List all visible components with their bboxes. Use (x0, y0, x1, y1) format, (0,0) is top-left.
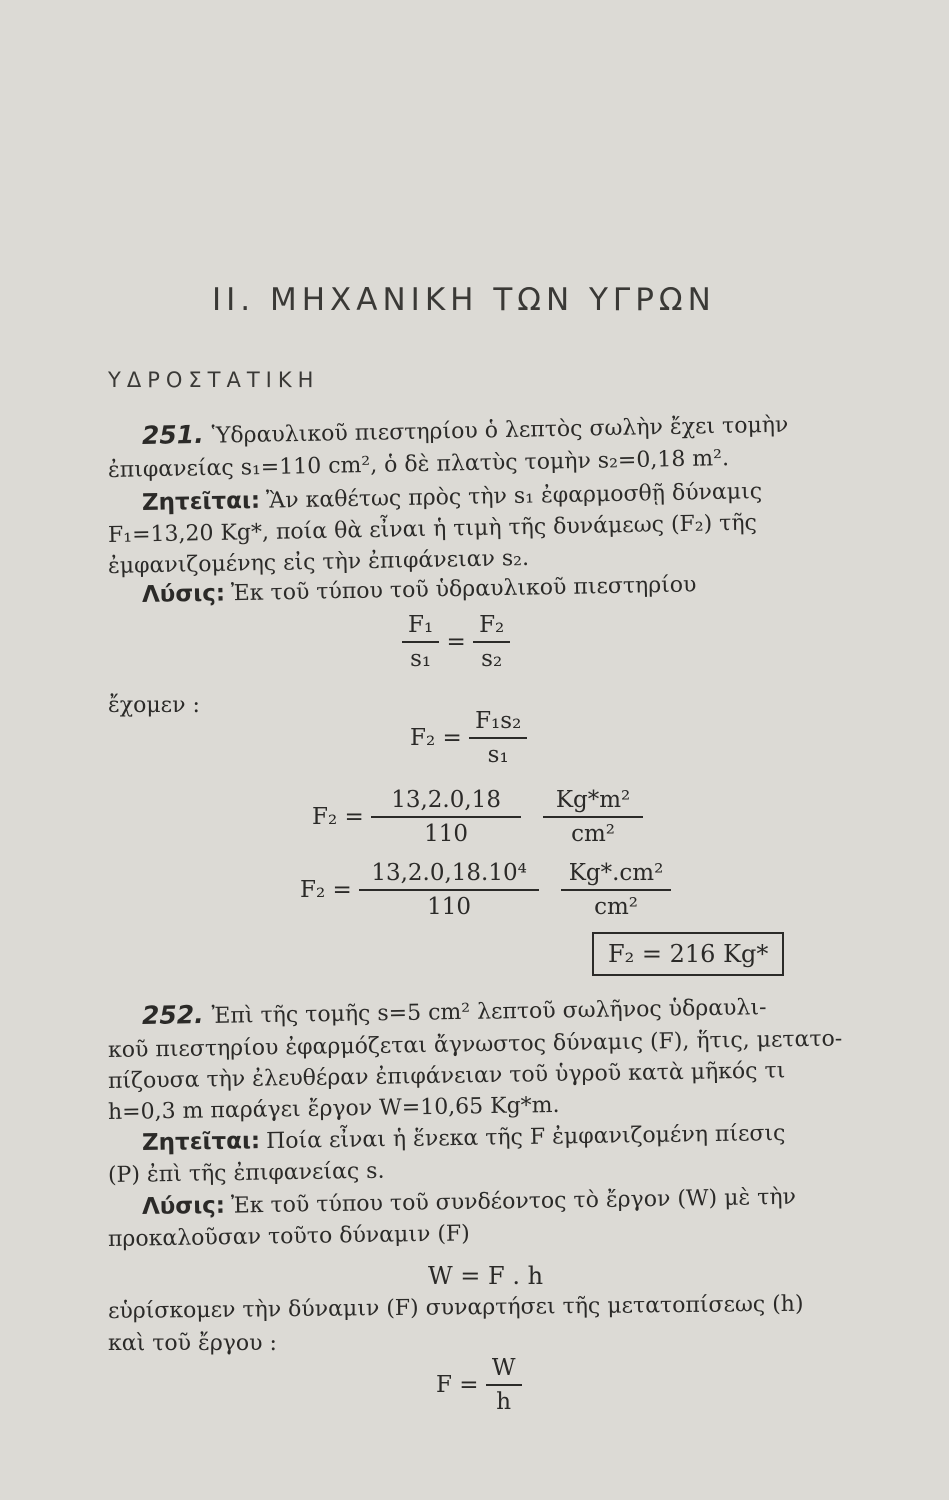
equation-ratio: $\frac{\text{F₁}}{\text{s₁}}$ = $\frac{\text{F₂}}{\text{s₂}}$ (402, 612, 510, 672)
result-box: F₂ = 216 Kg* (592, 932, 784, 976)
problem-251-line-2: ἐπιφανείας s₁=110 cm², ὁ δὲ πλατὺς τομὴν s₂=0,18 m². (107, 446, 730, 483)
section-title: ΥΔΡΟΣΤΑΤΙΚΗ (108, 368, 320, 392)
equation-f2-converted: F₂ = $\frac{\text{13,2.0,18.10⁴}}{110}$ $\frac{\text{Kg*.cm²}}{\text{cm²}}$ (300, 860, 671, 920)
equation-force: F = $\frac{W}{h}$ (436, 1355, 522, 1415)
problem-252-solution-line-1: Λύσις: Ἐκ τοῦ τύπου τοῦ συνδέοντος τὸ ἔργον (W) μὲ τὴν (141, 1184, 797, 1220)
problem-252-line-1: 252. Ἐπὶ τῆς τομῆς s=5 cm² λεπτοῦ σωλῆνος ὑδραυλι- (141, 995, 767, 1030)
problem-252-line-2: κοῦ πιεστηρίου ἐφαρμόζεται ἄγνωστος δύναμις (F), ἥτις, μετατο- (107, 1026, 843, 1063)
problem-251-asked-line-2: F₁=13,20 Kg*, ποία θὰ εἶναι ἡ τιμὴ τῆς δυνάμεως (F₂) τῆς (107, 510, 758, 548)
asked-label: Ζητεῖται: (141, 487, 261, 516)
problem-251-line-1: 251. Ὑδραυλικοῦ πιεστηρίου ὁ λεπτὸς σωλὴν ἔχει τομὴν (141, 412, 789, 450)
equation-f2-substitution: F₂ = $\frac{13,2.0,18}{110}$ $\frac{\text{Kg*m²}}{\text{cm²}}$ (312, 787, 643, 847)
problem-251-asked-line-3: ἐμφανιζομένης εἰς τὴν ἐπιφάνειαν s₂. (107, 545, 530, 579)
problem-251-asked-line-1: Ζητεῖται: Ἂν καθέτως πρὸς τὴν s₁ ἐφαρμοσθῇ δύναμις (141, 479, 763, 516)
we-have-label: ἔχομεν : (108, 693, 200, 718)
solution-label: Λύσις: (141, 1192, 226, 1220)
problem-number: 251. (141, 419, 204, 450)
problem-252-text-line-1: εὑρίσκομεν τὴν δύναμιν (F) συναρτήσει τῆς μετατοπίσεως (h) (107, 1291, 804, 1324)
problem-252-text-line-2: καὶ τοῦ ἔργου : (108, 1331, 277, 1356)
problem-252-asked-line-1: Ζητεῖται: Ποία εἶναι ἡ ἕνεκα τῆς F ἐμφανιζομένη πίεσις (141, 1120, 786, 1156)
problem-number: 252. (141, 1000, 204, 1030)
chapter-title: II. ΜΗΧΑΝΙΚΗ ΤΩΝ ΥΓΡΩΝ (212, 282, 716, 318)
equation-work: W = F . h (428, 1262, 544, 1290)
problem-251-solution-line: Λύσις: Ἐκ τοῦ τύπου τοῦ ὑδραυλικοῦ πιεστηρίου (141, 572, 697, 608)
problem-252-line-3: πίζουσα τὴν ἐλευθέραν ἐπιφάνειαν τοῦ ὑγροῦ κατὰ μῆκός τι (107, 1058, 786, 1094)
solution-label: Λύσις: (141, 580, 226, 608)
asked-label: Ζητεῖται: (141, 1128, 261, 1156)
problem-252-asked-line-2: (P) ἐπὶ τῆς ἐπιφανείας s. (107, 1158, 385, 1188)
problem-252-solution-line-2: προκαλοῦσαν τοῦτο δύναμιν (F) (107, 1221, 470, 1252)
problem-252-line-4: h=0,3 m παράγει ἔργον W=10,65 Kg*m. (107, 1092, 560, 1125)
equation-f2-formula: F₂ = $\frac{\text{F₁s₂}}{\text{s₁}}$ (410, 708, 527, 768)
